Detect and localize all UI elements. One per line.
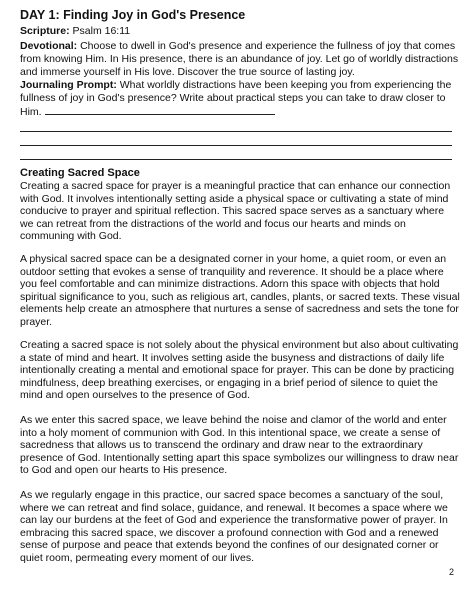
- journal-line-1: [20, 131, 452, 132]
- page-number: 2: [449, 567, 455, 577]
- paragraph-5: As we regularly engage in this practice, our sacred space becomes a sanctuary of the soul, where we can retreat and find solace, guidance, and renewal. It becomes a space where we can lay our burdens at the feet of God and experience the transformative power of prayer. In embracing this sacred space, we discover a profound connection with God and a renewed sense of purpose and peace that extends beyond the confines of our designated corner or quiet room, permeating every moment of our lives.: [20, 489, 448, 564]
- journaling-text: What worldly distractions have been keeping you from experiencing the fullness of joy in God's presence? Write about practical steps you can take to draw closer to Him.: [20, 79, 452, 118]
- scripture-reference: Psalm 16:11: [72, 25, 131, 37]
- paragraph-4: As we enter this sacred space, we leave behind the noise and clamor of the world and enter into a holy moment of communion with God. In this intentional space, we create a sense of sacredness that allows us to transcend the ordinary and draw near to the extraordinary presence of God. Intentionally setting apart this space symbolizes our willingness to draw near to God and open our hearts to His presence.: [20, 414, 459, 477]
- journaling-label: Journaling Prompt:: [20, 79, 117, 91]
- scripture-label: Scripture:: [20, 25, 70, 37]
- journal-answer-line: [45, 105, 275, 115]
- paragraph-1: Creating a sacred space for prayer is a meaningful practice that can enhance our connection with God. It involves intentionally setting aside a physical space or cultivating a state of mind conducive to prayer and spiritual reflection. This sacred space serves as a sanctuary where we can retreat from the distractions of the world and focus our hearts and minds on communing with God.: [20, 180, 451, 243]
- section-title: Creating Sacred Space: [20, 167, 140, 179]
- scripture-line: [20, 25, 130, 37]
- journal-line-2: [20, 145, 452, 146]
- day-title: DAY 1: Finding Joy in God's Presence: [20, 8, 246, 22]
- devotional-text: Choose to dwell in God's presence and experience the fullness of joy that comes from knowing Him. In His presence, there is an abundance of joy. Let go of worldly distractions and immerse yourself in His love. Discover the true source of lasting joy.: [20, 40, 459, 78]
- devotional-label: Devotional:: [20, 40, 78, 52]
- paragraph-2: A physical sacred space can be a designated corner in your home, a quiet room, or even an outdoor setting that evokes a sense of tranquility and reverence. It should be a place where you feel comfortable and can minimize distractions. Adorn this space with objects that hold spiritual significance to you, such as religious art, candles, plants, or sacred texts. These visual elements help create an atmosphere that nurtures a sense of sacredness and sets the tone for prayer.: [20, 253, 460, 328]
- paragraph-3: Creating a sacred space is not solely about the physical environment but also about cultivating a state of mind and heart. It involves setting aside the busyness and distractions of daily life intentionally creating a mental and emotional space for prayer. This can be done by practicing mindfulness, deep breathing exercises, or engaging in a brief period of silence to quiet the mind and open ourselves to the presence of God.: [20, 339, 459, 402]
- devotional-block: [20, 40, 460, 119]
- journal-line-3: [20, 159, 452, 160]
